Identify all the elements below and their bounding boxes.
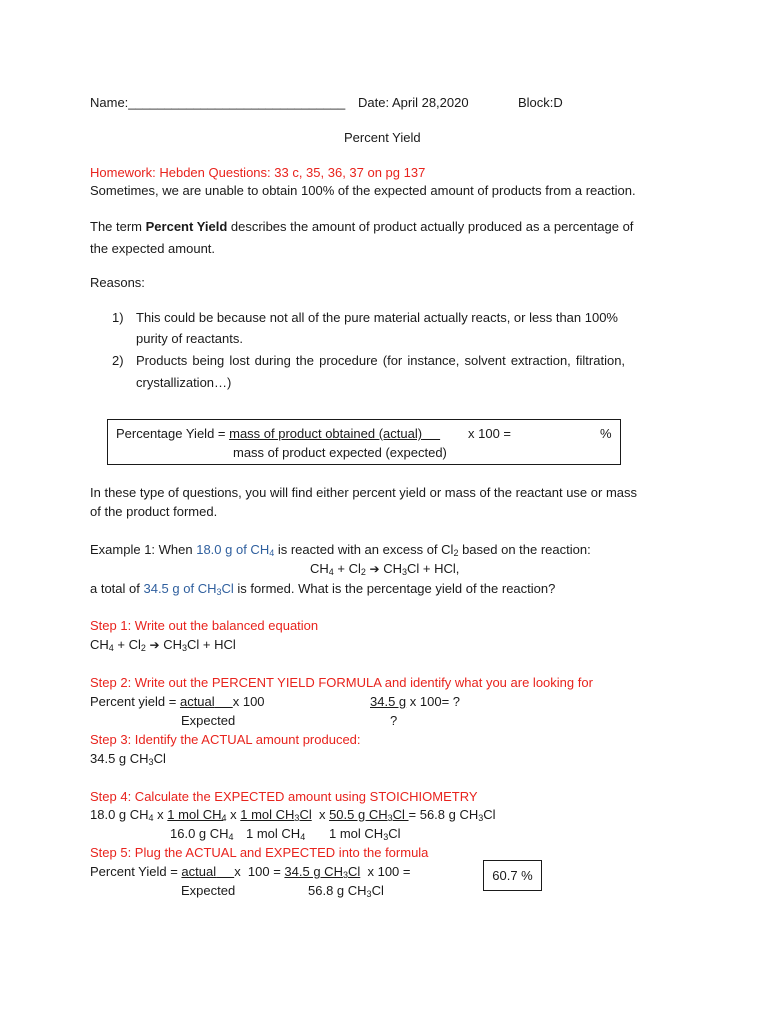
block-label: Block:D: [518, 95, 563, 110]
example-prefix: Example 1: When: [90, 542, 197, 557]
s4-t4: x: [311, 807, 330, 822]
term-prefix: The term: [90, 219, 146, 234]
s2-value-den: ?: [390, 713, 398, 728]
s4-f3-num-text: 50.5 g CH: [329, 807, 388, 822]
s4-t1-sub: 4: [148, 813, 154, 823]
s5-num: [284, 864, 360, 879]
s1-a-sub: 4: [108, 643, 114, 653]
s1-a: CH: [90, 637, 109, 652]
s1-c-sub: 3: [182, 643, 188, 653]
s5-actual-text: actual: [181, 864, 217, 879]
formula-lhs: Percentage Yield =: [116, 426, 230, 441]
intro-text: Sometimes, we are unable to obtain 100% of the expected amount of products from a reaction.: [90, 183, 636, 198]
s1-c: CH: [163, 637, 182, 652]
s4-f1-num-sub: 4: [221, 813, 227, 823]
s4-f1-den-text: 16.0 g CH: [170, 826, 229, 841]
example-intro: [90, 542, 591, 558]
s2-actual: [180, 694, 233, 709]
s4-result-end: Cl: [483, 807, 496, 822]
example-total: [90, 581, 555, 597]
s5-den-sub: 3: [366, 889, 372, 899]
s4-f3-den: [329, 826, 400, 842]
s4-f1-num: [167, 807, 226, 822]
step2-formula: [90, 694, 265, 710]
example-total-prefix: a total of: [90, 581, 144, 596]
s1-d: Cl + HCl: [187, 637, 236, 652]
formula-numerator-text: mass of product obtained (actual): [229, 426, 423, 441]
s2-actual-text: actual: [179, 694, 215, 709]
reason-1-line1: This could be because not all of the pure material actually reacts, or less than 100%: [136, 310, 618, 325]
s4-f3-num-sub: 3: [387, 813, 393, 823]
s3-value-end: Cl: [153, 751, 166, 766]
s3-value-sub: 3: [148, 757, 154, 767]
step5-heading: Step 5: Plug the ACTUAL and EXPECTED into the formula: [90, 845, 429, 860]
name-label: Name:: [90, 95, 129, 110]
formula-percent: %: [600, 426, 612, 441]
question-types-line2: of the product formed.: [90, 504, 218, 519]
s5-times2: x 100 =: [360, 864, 411, 879]
step3-heading: Step 3: Identify the ACTUAL amount produced:: [90, 732, 361, 747]
s2-actual-pad: [215, 694, 233, 709]
s5-num-text: 34.5 g CH: [284, 864, 343, 879]
s4-f2-num-sub: 3: [294, 813, 300, 823]
s4-result-sub: 3: [478, 813, 484, 823]
example-mass-ch4-text: 18.0 g of CH: [196, 542, 270, 557]
example-mass-ch4-sub: 4: [269, 548, 275, 558]
formula-numerator-line: [116, 426, 440, 442]
example-mid: is reacted with an excess of Cl: [274, 542, 454, 557]
s1-b-sub: 2: [140, 643, 146, 653]
s4-f1-den-sub: 4: [228, 832, 234, 842]
right-arrow-icon: ➔: [149, 638, 160, 652]
formula-denominator: mass of product expected (expected): [233, 445, 447, 460]
s4-t3: x: [226, 807, 241, 822]
eq-a: CH: [310, 561, 329, 576]
eq-b: + Cl: [333, 561, 361, 576]
formula-times: x 100 =: [468, 426, 512, 441]
example-mass-ch3cl: [143, 581, 233, 596]
example-mid-rest: based on the reaction:: [458, 542, 591, 557]
s4-f2-num-text: 1 mol CH: [240, 807, 295, 822]
step1-heading: Step 1: Write out the balanced equation: [90, 618, 319, 633]
reason-1-number: 1): [112, 310, 124, 325]
reason-2-number: 2): [112, 353, 124, 368]
step5-formula: [90, 864, 411, 880]
date-label: Date: April 28,2020: [358, 95, 469, 110]
name-blank: ______________________________: [128, 95, 346, 110]
example-mid-sub: 2: [453, 548, 459, 558]
s1-b: + Cl: [113, 637, 141, 652]
s4-t2: x: [153, 807, 168, 822]
s4-f3-den-sub: 3: [383, 832, 389, 842]
answer-box: 60.7 %: [483, 860, 542, 891]
s5-num-sub: 3: [342, 870, 348, 880]
s2-times: x 100: [232, 694, 265, 709]
eq-c-sub: 3: [402, 567, 408, 577]
s4-f2-den: [246, 826, 305, 842]
step3-value: [90, 751, 166, 767]
reasons-label: Reasons:: [90, 275, 145, 290]
s5-expected: Expected: [181, 883, 236, 898]
right-arrow-icon: ➔: [369, 562, 380, 576]
formula-numerator-pad: [422, 426, 440, 441]
name-line: [90, 95, 345, 111]
step4-numerator-line: [90, 807, 496, 823]
s2-label: Percent yield =: [90, 694, 180, 709]
page-title: Percent Yield: [344, 130, 421, 145]
s4-f3-den-text: 1 mol CH: [329, 826, 384, 841]
term-definition-line1: [90, 219, 633, 235]
example-mass-ch3cl-text: 34.5 g of CH: [143, 581, 217, 596]
term-bold: Percent Yield: [145, 219, 228, 234]
example-mass-ch3cl-end: Cl: [221, 581, 234, 596]
s4-f1-num-text: 1 mol CH: [167, 807, 222, 822]
s2-value: [370, 694, 460, 710]
s5-den: [308, 883, 384, 899]
s4-f3-den-end: Cl: [388, 826, 401, 841]
s4-f2-num: [240, 807, 311, 822]
s5-label: Percent Yield =: [90, 864, 182, 879]
homework-note: Homework: Hebden Questions: 33 c, 35, 36, 37 on pg 137: [90, 165, 426, 180]
eq-d: Cl + HCl,: [407, 561, 460, 576]
s5-den-end: Cl: [371, 883, 384, 898]
eq-a-sub: 4: [328, 567, 334, 577]
example-mass-ch3cl-sub: 3: [216, 587, 222, 597]
reason-1-line2: purity of reactants.: [136, 331, 243, 346]
s2-value-num: 34.5 g: [370, 694, 407, 709]
s5-den-text: 56.8 g CH: [308, 883, 367, 898]
s5-num-end: Cl: [347, 864, 361, 879]
s5-actual: [181, 864, 234, 879]
term-definition-line2: the expected amount.: [90, 241, 216, 256]
s4-t1: 18.0 g CH: [90, 807, 149, 822]
question-types-line1: In these type of questions, you will find either percent yield or mass of the reactant use or mass: [90, 485, 638, 500]
formula-numerator: [229, 426, 440, 441]
s4-f3-num-end: Cl: [392, 807, 409, 822]
step2-heading: Step 2: Write out the PERCENT YIELD FORMULA and identify what you are looking for: [90, 675, 593, 690]
term-rest: describes the amount of product actually produced as a percentage of: [227, 219, 634, 234]
s4-f1-den: [170, 826, 234, 842]
example-mass-ch4: [196, 542, 274, 557]
s2-value-times: x 100= ?: [406, 694, 461, 709]
s4-f3-num: [329, 807, 408, 822]
reason-2-line1: Products being lost during the procedure (for instance, solvent extraction, filtration,: [136, 353, 626, 368]
s4-f2-den-text: 1 mol CH: [246, 826, 301, 841]
s5-times: x 100 =: [234, 864, 285, 879]
s3-value-text: 34.5 g CH: [90, 751, 149, 766]
example-equation: [310, 561, 459, 577]
s2-expected: Expected: [181, 713, 236, 728]
s4-f2-num-end: Cl: [299, 807, 312, 822]
step1-equation: [90, 637, 236, 653]
s5-actual-pad: [216, 864, 234, 879]
reason-2-line2: crystallization…): [136, 375, 232, 390]
step4-heading: Step 4: Calculate the EXPECTED amount using STOICHIOMETRY: [90, 789, 478, 804]
eq-c: CH: [383, 561, 402, 576]
s4-f2-den-sub: 4: [300, 832, 306, 842]
s4-result: = 56.8 g CH: [408, 807, 479, 822]
eq-b-sub: 2: [360, 567, 366, 577]
example-total-rest: is formed. What is the percentage yield of the reaction?: [233, 581, 556, 596]
